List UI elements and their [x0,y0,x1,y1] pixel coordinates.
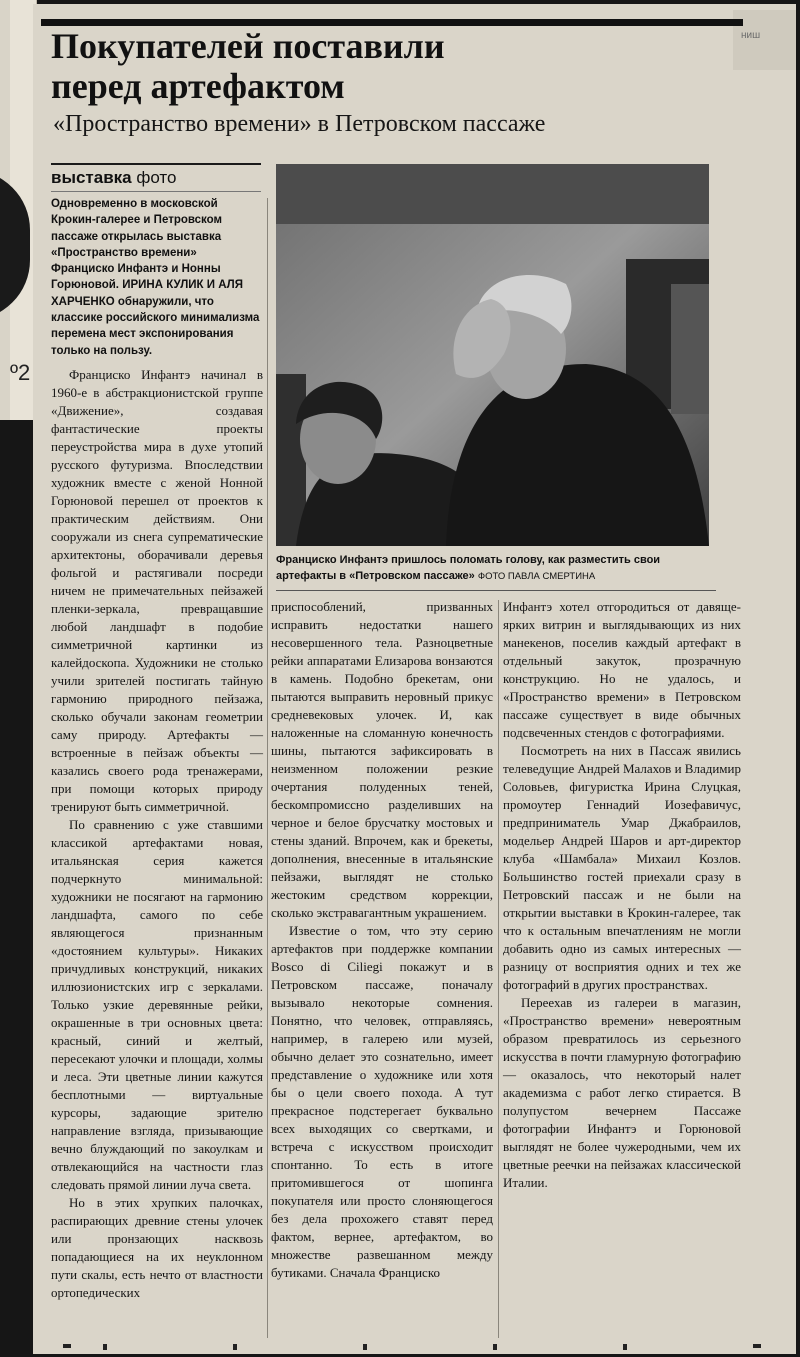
rubric-underline [51,191,261,192]
bottom-perforation [63,1344,763,1350]
headline-line-1: Покупателей поставили [51,26,445,66]
top-rule [41,19,743,26]
lead-paragraph: Одновременно в московской Крокин-галерее и Петровском пассаже открылась выставка «Пространство времени» Франциско Инфантэ и Нонны Горюновой. ИРИНА КУЛИК И АЛЯ ХАРЧЕНКО обнаружили, что классике российского минимализма перемена мест экспонирования только на пользу. [51,198,260,357]
article-photo [276,164,709,546]
photo-credit: ФОТО ПАВЛА СМЕРТИНА [477,571,596,582]
caption-rule [276,590,716,591]
rubric [51,167,176,189]
photo-caption-text: Франциско Инфантэ пришлось поломать голову, как разместить свои артефакты в «Петровском пассаже» [276,554,661,582]
column-2-paragraph-1: приспособлений, призванных исправить недостатки нашего несовершенного тела. Разноцветные рейки аппаратами Елизарова вонзаются в камень. Подобно брекетам, они пытаются выправить неровный прикус средневековых улочек. И, как наложенные на сломанную конечность шины, пытаются зафиксировать в неизменном положении резкие очертания полуденных теней, бескомпромиссно разделивших на черное и белое брусчатку мостовых и стены зданий. Впрочем, как и брекеты, дополнения, внесенные в итальянские пейзажи, выглядят не столько жестоким средством коррекции, сколько экстравагантным украшением. [271,599,493,920]
photo-illustration [276,164,709,546]
column-1-paragraph-2: По сравнению с уже ставшими классикой артефактами новая, итальянская серия кажется подчеркнуто минимальной: художники не посягают на гармонию ландшафта, самого по себе являющегося признанным «достоянием культуры». Никаких причудливых конструкций, никаких иллюзионистских игр с зеркалами. Только узкие деревянные рейки, окрашенные в три основных цвета: красный, синий и желтый, пересекают улочки и площади, холмы и леса. Эти цветные линии кажутся бесплотными — виртуальные курсоры, задающие зрителю направление взгляда, призывающие вечно блуждающий по закоулкам и отвлекающийся на частности глаз следовать прямой линии луча света. [51,817,263,1192]
photo-caption [276,552,716,585]
corner-fragment-text: ниш [741,30,761,41]
headline [51,26,741,106]
column-3-paragraph-1: Инфантэ хотел отгородиться от давяще-ярких витрин и выглядывающих из них манекенов, поселив каждый артефакт в отдельный закуток, прозрачную конструкцию. Но не удалось, и «Пространство времени» в Петровском пассаже существует в виде обычных подсвеченных стендов с фотографиями. [503,599,741,740]
rubric-label: выставка [51,168,132,187]
column-divider-1 [267,198,268,1338]
headline-line-2: перед артефактом [51,66,345,106]
column-1-paragraph-1: Франциско Инфантэ начинал в 1960-е в абстракционистской группе «Движение», создавая фантастические проекты переустройства мира в духе утопий русского футуризма. Впоследствии художник вместе с женой Нонной Горюновой перешел от проектов к практическим действиям. Они сооружали из снега супрематические архитектоны, оборачивали деревья фольгой и растягивали посреди ничем не примечательных пейзажей пленки-зеркала, превращавшие любой ландшафт в подобие симметричной картинки из калейдоскопа. Художники не столько учили зрителей постигать тайную гармонию природного пейзажа, сколько обучали законам геометрии саму природу. Артефакты — встроенные в пейзаж объекты — казались своего рода тренажерами, при помощи которых природу тренируют быть симметричной. [51,367,263,814]
article-column-3 [503,598,741,1192]
newspaper-clipping [33,4,796,1354]
article-column-1 [51,366,263,1302]
column-3-paragraph-2: Посмотреть на них в Пассаж явились телеведущие Андрей Малахов и Владимир Соловьев, фигуристка Ирина Слуцкая, промоутер Геннадий Иозефавичус, предприниматель Умар Джабраилов, модельер Андрей Шаров и арт-директор клуба «Шамбала» Михаил Козлов. Большинство гостей приехали сразу в Петровский пассаж и не были на открытии выставки в Крокин-галерее, так что к остальным впечатлениям не могли добавить одно из самых интересных — разницу от восприятия одних и тех же фотографий в других пространствах. [503,743,741,992]
column-3-paragraph-3: Переехав из галереи в магазин, «Пространство времени» невероятным образом превратилось из серьезного искусства в почти гламурную фотографию — оказалось, что некоторый налет академизма с работ легко стирается. В полупустом вечернем Пассаже фотографии Инфантэ и Горюновой выглядят не более чужеродными, чем их цветные реечки на пейзажах классической Италии. [503,995,741,1190]
article-column-2 [271,598,493,1282]
column-2-paragraph-2: Известие о том, что эту серию артефактов при поддержке компании Bosco di Ciliegi покажут и в Петровском пассаже, поначалу вызывало некоторые сомнения. Понятно, что человек, отправляясь, например, в галерею или музей, обычно делает это сознательно, имеет представление о художнике или хотя бы о цели своего похода. А тут прекрасное подстерегает буквально всех выходящих со свертками, и встреча с искусством происходит спонтанно. То есть в итоге притомившегося от шопинга покупателя или просто слоняющегося без дела прохожего ставят перед фактом, вернее, артефактом, во множестве развешанном между бутиками. Сначала Франциско [271,923,493,1280]
rubric-sublabel: фото [136,168,177,187]
column-divider-2 [498,600,499,1338]
column-1-paragraph-3: Но в этих хрупких палочках, распирающих древние стены улочек или пронзающих насквозь попадающиеся на их неуклонном пути скалы, есть нечто от властности ортопедических [51,1195,263,1300]
subheadline: «Пространство времени» в Петровском пассаже [53,111,546,137]
adjacent-page-number: º2 [10,360,31,385]
rubric-rule [51,163,261,165]
